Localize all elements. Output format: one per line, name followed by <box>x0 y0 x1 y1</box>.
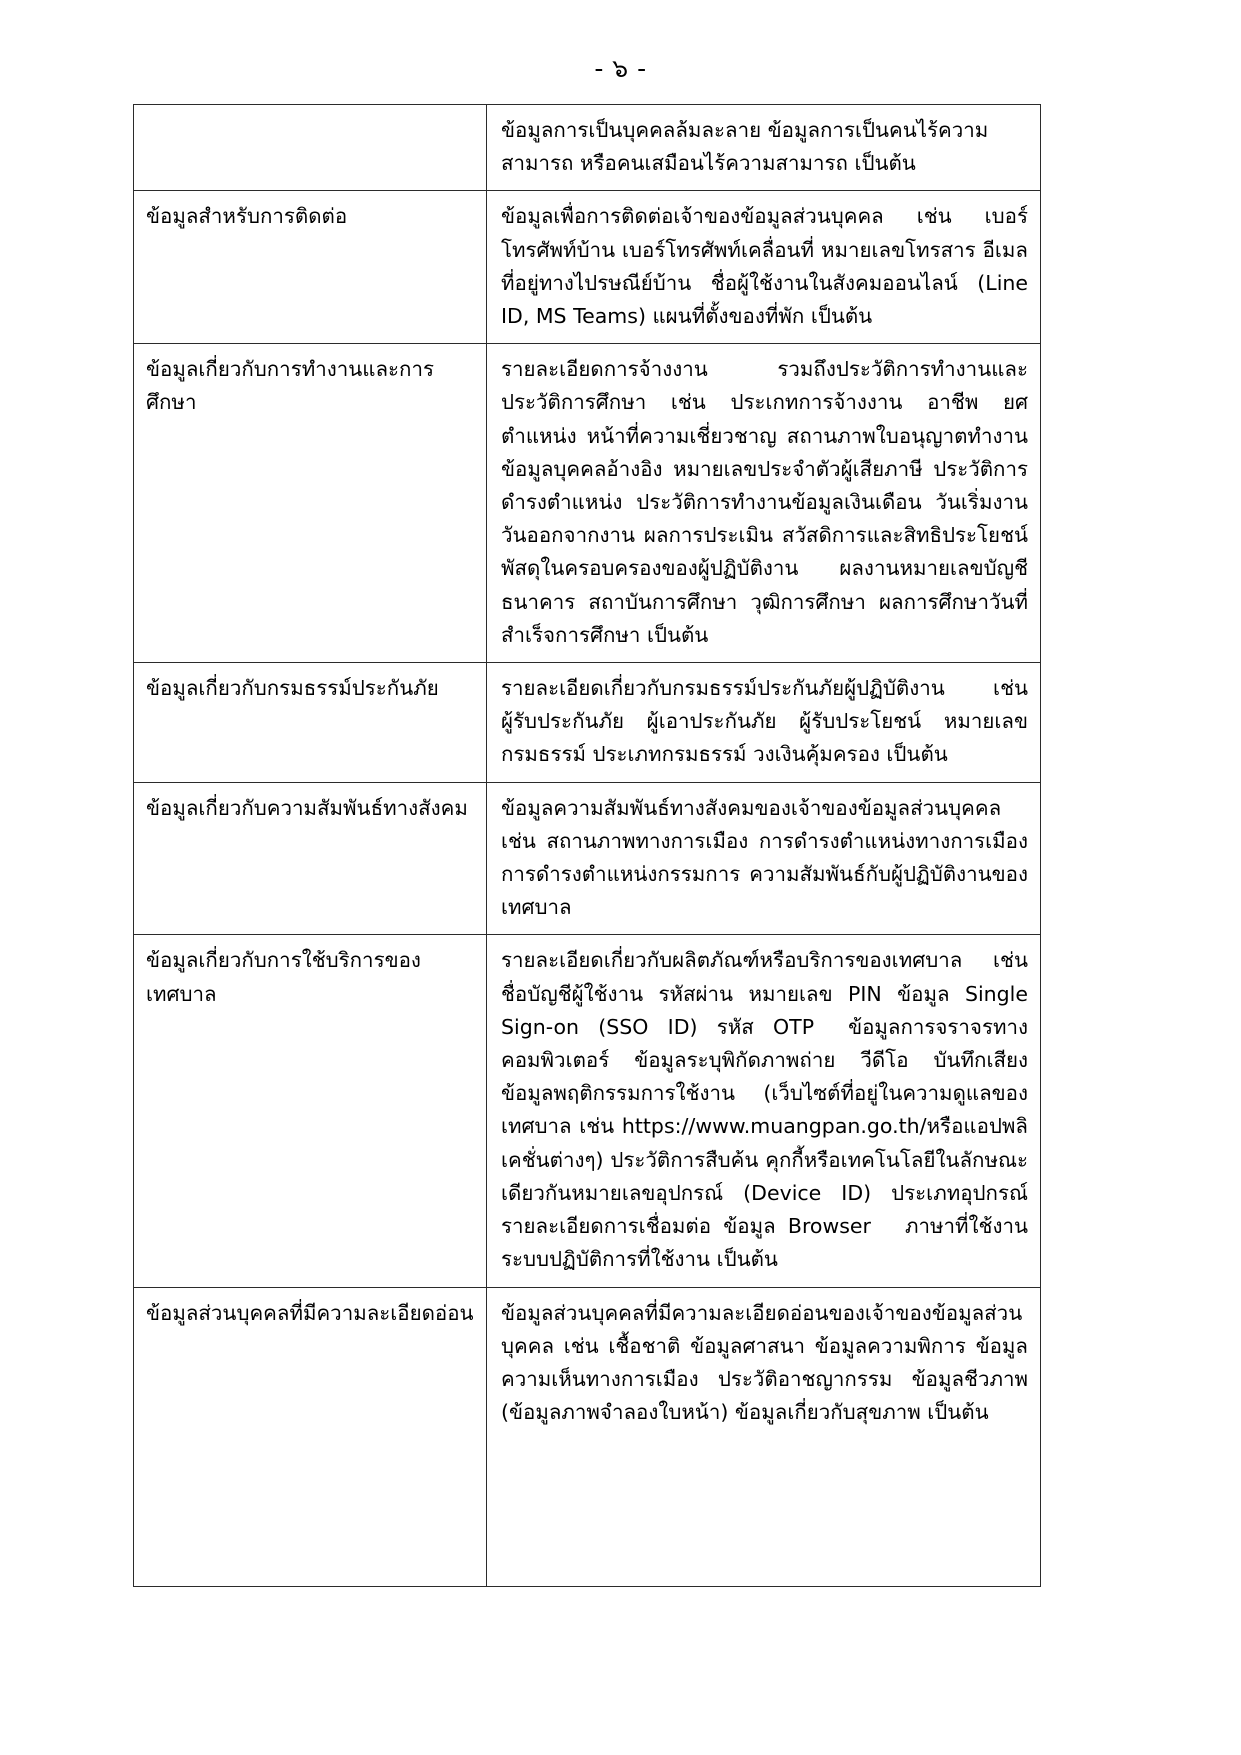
personal-data-categories-table <box>133 104 1041 1587</box>
table-cell-category: ข้อมูลสำหรับการติดต่อ <box>134 191 487 344</box>
table-cell-detail: ข้อมูลความสัมพันธ์ทางสังคมของเจ้าของข้อมูลส่วนบุคคล เช่น สถานภาพทางการเมือง การดำรงตำแหน่งทางการเมือง การดำรงตำแหน่งกรรมการ ความสัมพันธ์กับผู้ปฏิบัติงานของ เทศบาล <box>487 782 1041 935</box>
table-cell-category: ข้อมูลเกี่ยวกับความสัมพันธ์ทางสังคม <box>134 782 487 935</box>
table-cell-detail-services <box>487 935 1041 1287</box>
table-cell-detail: ข้อมูลเพื่อการติดต่อเจ้าของข้อมูลส่วนบุคคล เช่น เบอร์โทรศัพท์บ้าน เบอร์โทรศัพท์เคลื่อนที่ หมายเลขโทรสาร อีเมล ที่อยู่ทางไปรษณีย์บ้าน ชื่อผู้ใช้งานในสังคมออนไลน์ (Line ID, MS Teams) แผนที่ตั้งของที่พัก เป็นต้น <box>487 191 1041 344</box>
table-cell-detail: รายละเอียดการจ้างงาน รวมถึงประวัติการทำงานและประวัติการศึกษา เช่น ประเกทการจ้างงาน อาชีพ ยศ ตำแหน่ง หน้าที่ความเชี่ยวชาญ สถานภาพใบอนุญาตทำงาน ข้อมูลบุคคลอ้างอิง หมายเลขประจำตัวผู้เสียภาษี ประวัติการดำรงตำแหน่ง ประวัติการทำงานข้อมูลเงินเดือน วันเริ่มงาน วันออกจากงาน ผลการประเมิน สวัสดิการและสิทธิประโยชน์ พัสดุในครอบครองของผู้ปฏิบัติงาน ผลงานหมายเลขบัญชีธนาคาร สถาบันการศึกษา วุฒิการศึกษา ผลการศึกษาวันที่สำเร็จการศึกษา เป็นต้น <box>487 344 1041 663</box>
table-cell-category: ข้อมูลเกี่ยวกับการใช้บริการของเทศบาล <box>134 935 487 1287</box>
page-number: - ๖ - <box>594 54 647 83</box>
detail-segment-4: ภาษาที่ใช้งาน ระบบปฏิบัติการที่ใช้งาน เป็นต้น <box>501 1214 1028 1272</box>
table-row <box>134 344 1041 663</box>
table-row <box>134 782 1041 935</box>
table-row <box>134 105 1041 191</box>
detail-segment-1: รายละเอียดเกี่ยวกับผลิตภัณฑ์หรือบริการของเทศบาล เช่น ชื่อบัญชีผู้ใช้งาน รหัสผ่าน หมายเลข PIN ข้อมูล Single Sign-on (SSO ID) รหัส OTP <box>501 948 1028 1039</box>
table-cell-detail: รายละเอียดเกี่ยวกับกรมธรรม์ประกันภัยผู้ปฏิบัติงาน เช่น ผู้รับประกันภัย ผู้เอาประกันภัย ผู้รับประโยชน์ หมายเลขกรมธรรม์ ประเภทกรมธรรม์ วงเงินคุ้มครอง เป็นต้น <box>487 663 1041 783</box>
table-cell-category: ข้อมูลส่วนบุคคลที่มีความละเอียดอ่อน <box>134 1287 487 1586</box>
table-cell-detail: ข้อมูลส่วนบุคคลที่มีความละเอียดอ่อนของเจ้าของข้อมูลส่วนบุคคล เช่น เชื้อชาติ ข้อมูลศาสนา ข้อมูลความพิการ ข้อมูลความเห็นทางการเมือง ประวัติอาชญากรรม ข้อมูลชีวภาพ (ข้อมูลภาพจำลองใบหน้า) ข้อมูลเกี่ยวกับสุขภาพ เป็นต้น <box>487 1287 1041 1586</box>
table-row <box>134 1287 1041 1586</box>
table-row <box>134 935 1041 1287</box>
table-cell-category: ข้อมูลเกี่ยวกับการทำงานและการศึกษา <box>134 344 487 663</box>
table-row <box>134 663 1041 783</box>
table-cell-detail: ข้อมูลการเป็นบุคคลล้มละลาย ข้อมูลการเป็นคนไร้ความสามารถ หรือคนเสมือนไร้ความสามารถ เป็นต้น <box>487 105 1041 191</box>
table-cell-category: ข้อมูลเกี่ยวกับกรมธรรม์ประกันภัย <box>134 663 487 783</box>
table-body <box>134 105 1041 1587</box>
detail-segment-3: หรือแอปพลิเคชั่นต่างๆ) ประวัติการสืบค้น คุกกี้หรือเทคโนโลยีในลักษณะเดียวกันหมายเลขอุปกรณ์ (Device ID) ประเภทอุปกรณ์ รายละเอียดการเชื่อมต่อ ข้อมูล Browser <box>501 1114 1028 1239</box>
table-cell-category <box>134 105 487 191</box>
table-row <box>134 191 1041 344</box>
detail-segment-2: ข้อมูลการจราจรทางคอมพิวเตอร์ ข้อมูลระบุพิกัดภาพถ่าย วีดีโอ บันทึกเสียง ข้อมูลพฤติกรรมการใช้งาน (เว็บไซต์ที่อยู่ในความดูแลของเทศบาล เช่น <box>501 1014 1028 1139</box>
website-url: https://www.muangpan.go.th/ <box>621 1114 927 1139</box>
